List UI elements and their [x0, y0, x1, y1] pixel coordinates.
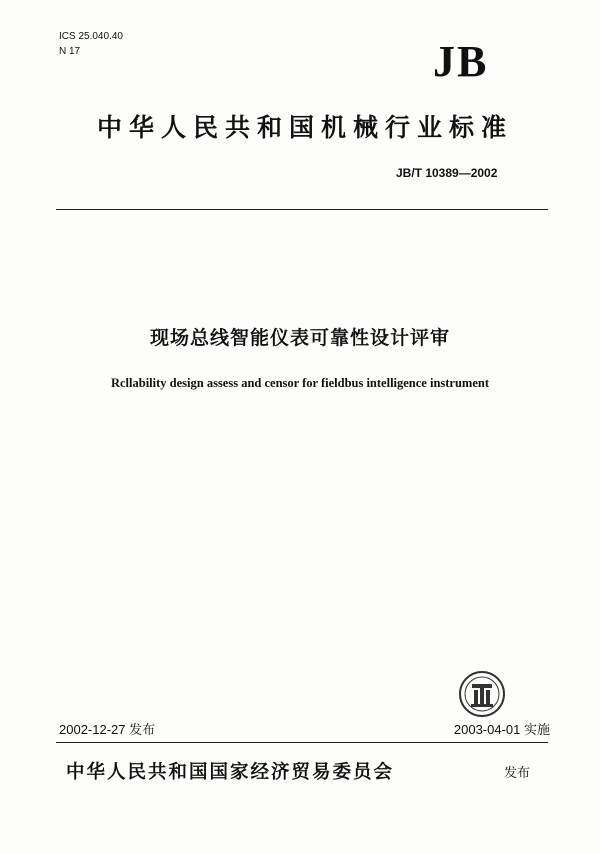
ccs-code: N 17 [59, 46, 81, 57]
document-title-chinese: 现场总线智能仪表可靠性设计评审 [149, 327, 450, 349]
ics-code: ICS 25.040.40 [59, 31, 123, 42]
top-divider [56, 209, 548, 210]
seal-emblem-icon [458, 670, 506, 718]
bottom-divider [56, 742, 548, 743]
issuer-suffix: 发布 [504, 766, 531, 781]
standard-category: 中华人民共和国机械行业标准 [96, 113, 513, 142]
standard-number: JB/T 10389—2002 [396, 166, 498, 180]
issue-date: 2002-12-27 发布 [59, 722, 156, 737]
jb-logo: JB [433, 37, 489, 86]
issuer-name: 中华人民共和国国家经济贸易委员会 [66, 762, 395, 783]
implementation-date: 2003-04-01 实施 [453, 722, 550, 737]
document-title-english: Rcllability design assess and censor for fieldbus intelligence instrument [110, 376, 490, 390]
